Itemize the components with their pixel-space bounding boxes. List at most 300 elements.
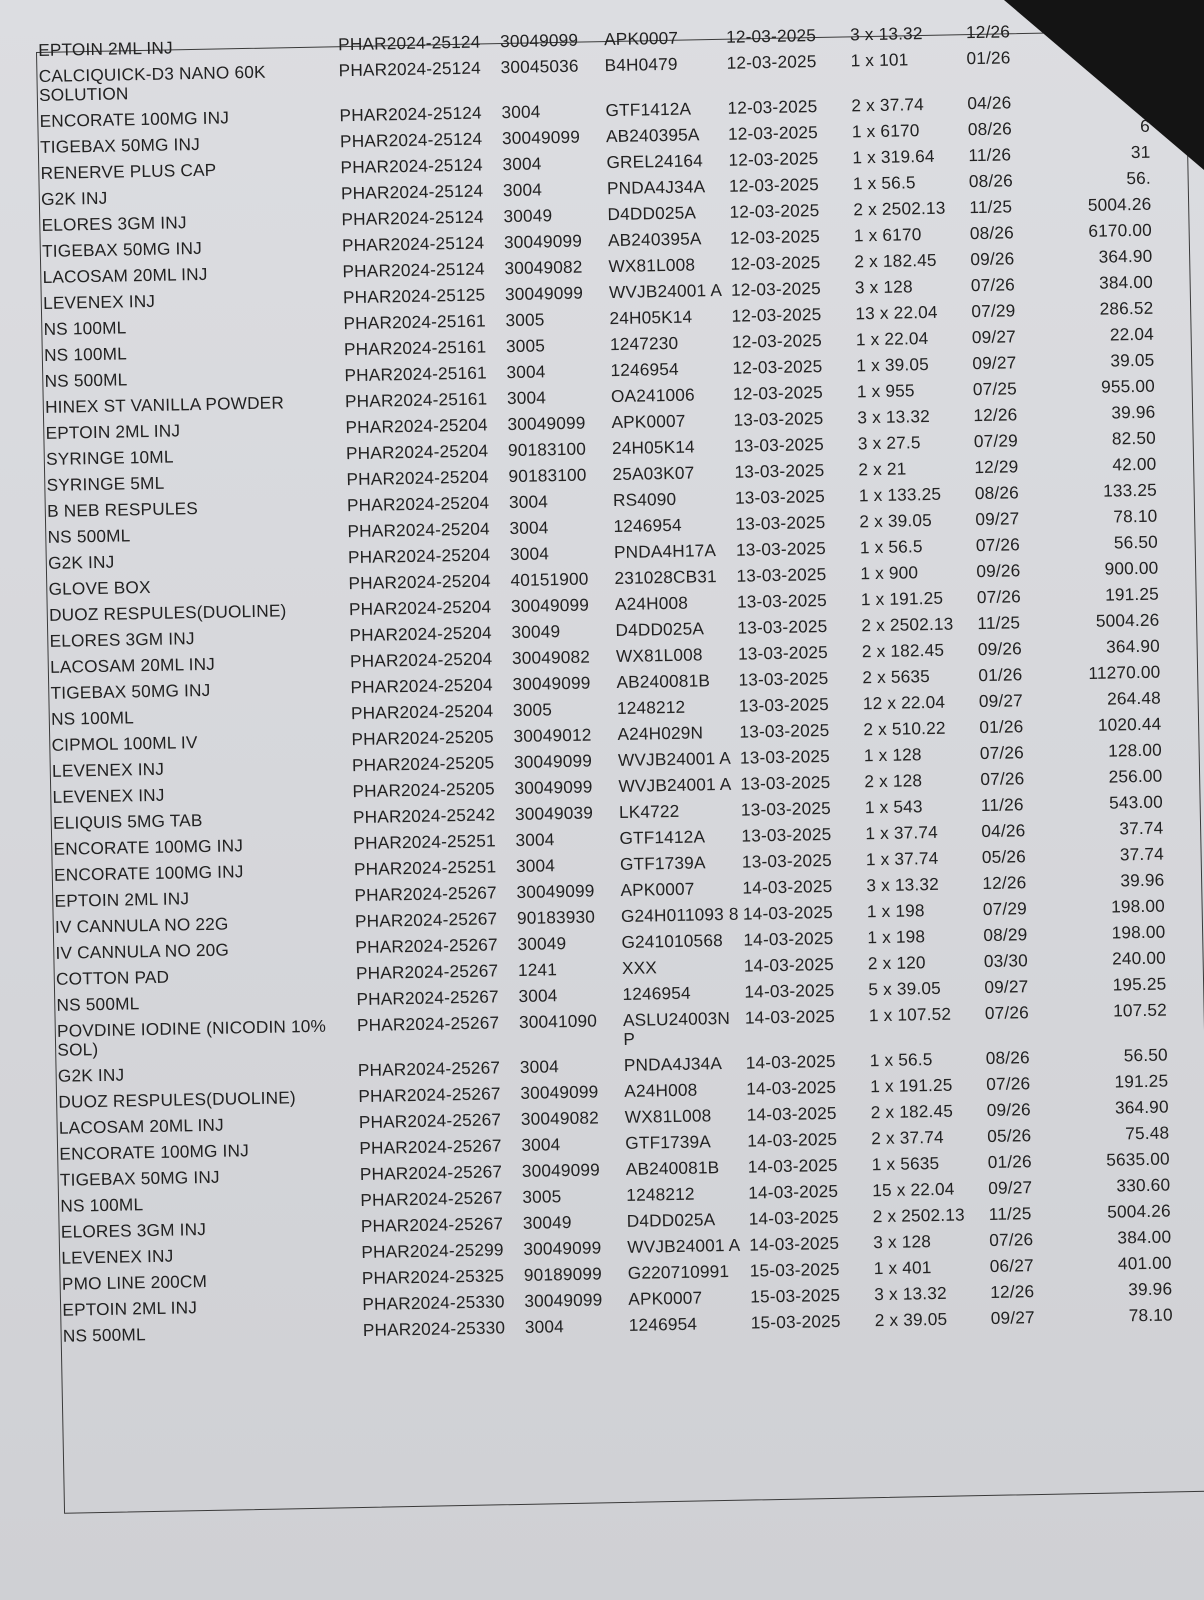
item-name-cell: ELORES 3GM INJ: [49, 628, 195, 651]
quantity-rate-cell: 2 x 2502.13: [853, 197, 946, 220]
hsn-code-cell: 30049099: [499, 29, 579, 52]
invoice-no-cell: PHAR2024-25204: [348, 596, 492, 620]
invoice-no-cell: PHAR2024-25267: [358, 1083, 501, 1107]
batch-no-cell: AB240395A: [607, 228, 702, 251]
batch-no-cell: G24H011093 8: [620, 903, 739, 926]
hsn-code-cell: 30049099: [501, 126, 581, 149]
amount-cell: 955.00: [1100, 375, 1156, 397]
date-cell: 13-03-2025: [735, 511, 826, 534]
amount-cell: 5004.26: [1095, 609, 1160, 631]
expiry-cell: 07/26: [984, 1002, 1030, 1023]
date-cell: 15-03-2025: [749, 1258, 840, 1281]
item-name-cell: TIGEBAX 50MG INJ: [41, 237, 203, 261]
item-name-cell: HINEX ST VANILLA POWDER: [44, 392, 285, 417]
date-cell: 14-03-2025: [744, 979, 835, 1002]
expiry-cell: 09/27: [988, 1177, 1033, 1198]
invoice-no-cell: PHAR2024-25242: [352, 804, 496, 828]
date-cell: 13-03-2025: [740, 797, 832, 820]
amount-cell: 286.52: [1099, 297, 1154, 319]
amount-cell: 31: [1130, 141, 1151, 163]
hsn-code-cell: 3004: [515, 855, 556, 876]
date-cell: 12-03-2025: [730, 252, 821, 274]
hsn-code-cell: 30049012: [513, 724, 592, 746]
quantity-rate-cell: 3 x 128: [854, 276, 913, 298]
amount-cell: 195.25: [1112, 973, 1167, 995]
amount-cell: 6170.00: [1088, 219, 1153, 241]
amount-cell: 543.00: [1108, 791, 1164, 813]
hsn-code-cell: 90183100: [507, 438, 587, 461]
invoice-no-cell: PHAR2024-25124: [337, 31, 481, 55]
item-name-cell: RENERVE PLUS CAP: [40, 159, 217, 183]
hsn-code-cell: 3005: [512, 699, 553, 721]
amount-cell: 330.60: [1116, 1174, 1171, 1196]
expiry-cell: 09/27: [990, 1307, 1035, 1328]
expiry-cell: 08/26: [968, 170, 1014, 192]
quantity-rate-cell: 1 x 56.5: [852, 172, 916, 194]
expiry-cell: 07/29: [982, 898, 1028, 920]
batch-no-cell: WVJB24001 A: [608, 279, 723, 303]
invoice-no-cell: PHAR2024-25204: [349, 648, 493, 672]
expiry-cell: 01/26: [966, 47, 1011, 69]
batch-no-cell: RS4090: [612, 488, 677, 511]
quantity-rate-cell: 1 x 56.5: [869, 1049, 933, 1071]
date-cell: 14-03-2025: [747, 1154, 838, 1177]
quantity-rate-cell: 1 x 37.74: [865, 847, 939, 870]
expiry-cell: 09/26: [976, 560, 1021, 582]
amount-cell: 128.00: [1107, 739, 1163, 761]
hsn-code-cell: 3004: [521, 1134, 561, 1155]
amount-cell: 22.04: [1109, 323, 1155, 345]
item-name-cell: ENCORATE 100MG INJ: [53, 861, 244, 885]
amount-cell: 364.90: [1098, 245, 1153, 267]
amount-cell: 107.52: [1112, 999, 1168, 1021]
invoice-no-cell: PHAR2024-25204: [350, 674, 493, 698]
expiry-cell: 08/26: [985, 1047, 1030, 1068]
batch-no-cell: 24H05K14: [611, 436, 695, 459]
invoice-no-cell: PHAR2024-25204: [349, 622, 492, 646]
item-name-cell: SYRINGE 5ML: [46, 472, 165, 495]
quantity-rate-cell: 1 x 900: [860, 562, 919, 584]
date-cell: 14-03-2025: [746, 1102, 837, 1125]
expiry-cell: 01/26: [987, 1151, 1032, 1172]
invoice-no-cell: PHAR2024-25124: [339, 102, 483, 126]
batch-no-cell: LK4722: [618, 800, 680, 822]
invoice-no-cell: PHAR2024-25205: [351, 752, 495, 776]
quantity-rate-cell: 1 x 128: [863, 744, 922, 766]
amount-cell: 78.10: [1128, 1304, 1173, 1326]
batch-no-cell: A24H029N: [617, 722, 704, 745]
invoice-no-cell: PHAR2024-25204: [345, 414, 489, 438]
quantity-rate-cell: 3 x 13.32: [849, 23, 923, 45]
item-name-cell: POVDINE IODINE (NICODIN 10% SOL): [56, 1015, 327, 1060]
invoice-no-cell: PHAR2024-25161: [344, 362, 488, 386]
expiry-cell: 09/26: [977, 638, 1023, 660]
invoice-no-cell: PHAR2024-25267: [357, 1057, 501, 1081]
hsn-code-cell: 3004: [501, 101, 541, 123]
date-cell: 13-03-2025: [741, 849, 833, 872]
date-cell: 12-03-2025: [726, 51, 817, 73]
expiry-cell: 09/27: [975, 508, 1020, 530]
quantity-rate-cell: 1 x 955: [856, 380, 915, 402]
amount-cell: 82.50: [1111, 427, 1157, 449]
date-cell: 14-03-2025: [743, 953, 835, 976]
item-name-cell: NS 100ML: [43, 317, 127, 339]
quantity-rate-cell: 1 x 6170: [853, 224, 922, 246]
expiry-cell: 11/26: [980, 794, 1024, 816]
invoice-no-cell: PHAR2024-25124: [341, 232, 485, 256]
expiry-cell: 09/27: [978, 690, 1024, 712]
date-cell: 13-03-2025: [738, 667, 829, 690]
invoice-no-cell: PHAR2024-25204: [346, 466, 490, 490]
expiry-cell: 07/26: [986, 1073, 1031, 1094]
expiry-cell: 12/26: [973, 404, 1018, 426]
batch-no-cell: WVJB24001 A: [617, 747, 732, 770]
expiry-cell: 08/26: [967, 118, 1013, 140]
quantity-rate-cell: 1 x 198: [867, 926, 926, 948]
date-cell: 13-03-2025: [737, 641, 829, 664]
amount-cell: 191.25: [1104, 583, 1160, 605]
expiry-cell: 07/26: [980, 768, 1025, 790]
quantity-rate-cell: 2 x 5635: [862, 665, 931, 688]
expiry-cell: 08/26: [969, 222, 1015, 244]
hsn-code-cell: 3005: [505, 309, 545, 331]
amount-cell: 364.90: [1114, 1096, 1169, 1118]
item-name-cell: LEVENEX INJ: [42, 290, 156, 313]
batch-no-cell: WX81L008: [624, 1105, 712, 1127]
batch-no-cell: 1247230: [609, 332, 679, 355]
hsn-code-cell: 3004: [509, 543, 550, 565]
quantity-rate-cell: 1 x 133.25: [858, 483, 942, 506]
quantity-rate-cell: 1 x 101: [850, 49, 909, 71]
batch-no-cell: XXX: [621, 957, 658, 978]
hsn-code-cell: 30049099: [524, 1289, 603, 1311]
quantity-rate-cell: 1 x 6170: [851, 120, 920, 142]
quantity-rate-cell: 1 x 56.5: [859, 536, 923, 558]
date-cell: 12-03-2025: [728, 174, 820, 196]
quantity-rate-cell: 1 x 191.25: [870, 1074, 953, 1097]
hsn-code-cell: 30049099: [504, 282, 584, 305]
item-name-cell: NS 100ML: [50, 707, 135, 729]
hsn-code-cell: 3005: [505, 335, 546, 357]
batch-no-cell: APK0007: [611, 410, 686, 433]
expiry-cell: 11/25: [969, 196, 1013, 218]
invoice-no-cell: PHAR2024-25267: [355, 934, 498, 958]
hsn-code-cell: 40151900: [510, 568, 589, 591]
date-cell: 14-03-2025: [748, 1180, 839, 1203]
batch-no-cell: GTF1412A: [605, 98, 692, 121]
item-name-cell: TIGEBAX 50MG INJ: [39, 133, 201, 157]
batch-no-cell: AB240395A: [605, 124, 700, 147]
invoice-no-cell: PHAR2024-25251: [353, 830, 496, 854]
batch-no-cell: D4DD025A: [615, 618, 705, 641]
expiry-cell: 08/26: [974, 482, 1020, 504]
expiry-cell: 12/26: [982, 872, 1027, 894]
expiry-cell: 12/26: [990, 1281, 1035, 1302]
expiry-cell: 09/26: [986, 1099, 1031, 1120]
hsn-code-cell: 30049082: [520, 1107, 600, 1129]
item-name-cell: IV CANNULA NO 22G: [54, 913, 229, 937]
date-cell: 13-03-2025: [734, 485, 826, 508]
quantity-rate-cell: 2 x 510.22: [863, 717, 946, 740]
batch-no-cell: APK0007: [603, 27, 679, 50]
batch-no-cell: 1246954: [613, 514, 682, 537]
expiry-cell: 11/25: [977, 612, 1021, 634]
quantity-rate-cell: 5 x 39.05: [868, 977, 942, 1000]
invoice-no-cell: PHAR2024-25124: [342, 258, 486, 282]
amount-cell: 75.48: [1125, 1122, 1170, 1144]
date-cell: 13-03-2025: [736, 563, 827, 586]
expiry-cell: 07/26: [975, 534, 1021, 556]
date-cell: 15-03-2025: [750, 1310, 841, 1333]
date-cell: 13-03-2025: [739, 745, 831, 768]
expiry-cell: 01/26: [978, 664, 1023, 686]
amount-cell: 900.00: [1104, 557, 1159, 579]
quantity-rate-cell: 1 x 319.64: [852, 145, 935, 168]
hsn-code-cell: 30049: [503, 205, 553, 227]
hsn-code-cell: 90183100: [508, 464, 587, 487]
date-cell: 13-03-2025: [738, 693, 830, 716]
item-name-cell: IV CANNULA NO 20G: [55, 939, 230, 963]
invoice-no-cell: PHAR2024-25124: [340, 180, 484, 204]
batch-no-cell: D4DD025A: [626, 1209, 716, 1231]
batch-no-cell: B4H0479: [604, 53, 678, 76]
amount-cell: 264.48: [1106, 687, 1162, 709]
hsn-code-cell: 30049099: [520, 1081, 599, 1103]
quantity-rate-cell: 2 x 128: [864, 770, 923, 792]
hsn-code-cell: 30049099: [521, 1159, 601, 1181]
item-name-cell: GLOVE BOX: [48, 576, 151, 599]
item-name-cell: SYRINGE 10ML: [45, 446, 174, 469]
expiry-cell: 08/29: [983, 924, 1028, 946]
quantity-rate-cell: 2 x 182.45: [861, 639, 945, 662]
quantity-rate-cell: 2 x 120: [867, 952, 926, 974]
amount-cell: 133.25: [1102, 479, 1158, 501]
date-cell: 14-03-2025: [743, 927, 834, 950]
batch-no-cell: ASLU24003N P: [622, 1007, 731, 1049]
invoice-no-cell: PHAR2024-25204: [347, 544, 491, 568]
hsn-code-cell: 3004: [502, 179, 543, 201]
hsn-code-cell: 30049: [522, 1211, 572, 1233]
hsn-code-cell: 90183930: [516, 906, 596, 928]
hsn-code-cell: 90189099: [523, 1263, 603, 1285]
item-name-cell: LEVENEX INJ: [52, 784, 165, 807]
hsn-code-cell: 3005: [522, 1186, 562, 1207]
item-name-cell: ENCORATE 100MG INJ: [53, 835, 244, 859]
invoice-no-cell: PHAR2024-25204: [350, 700, 494, 724]
batch-no-cell: OA241006: [610, 384, 695, 407]
invoice-no-cell: PHAR2024-25267: [360, 1187, 503, 1211]
hsn-code-cell: 30049099: [510, 594, 590, 617]
hsn-code-cell: 30041090: [518, 1010, 598, 1032]
invoice-no-cell: PHAR2024-25161: [344, 388, 488, 412]
expiry-cell: 07/26: [970, 274, 1016, 296]
batch-no-cell: G220710991: [627, 1260, 730, 1283]
item-name-cell: LACOSAM 20ML INJ: [58, 1114, 225, 1138]
amount-cell: 78.10: [1113, 505, 1158, 527]
amount-cell: 39.05: [1110, 349, 1155, 371]
expiry-cell: 09/26: [970, 248, 1015, 270]
amount-cell: 240.00: [1111, 947, 1167, 969]
batch-no-cell: PNDA4J34A: [606, 176, 706, 199]
amount-cell: 198.00: [1110, 895, 1166, 917]
amount-cell: 56.50: [1113, 531, 1159, 553]
amount-cell: 198.00: [1111, 921, 1166, 943]
hsn-code-cell: 30049039: [514, 802, 594, 824]
amount-cell: 11270.00: [1088, 661, 1161, 683]
invoice-no-cell: PHAR2024-25124: [340, 154, 484, 178]
item-name-cell: NS 500ML: [44, 369, 128, 391]
batch-no-cell: APK0007: [620, 878, 695, 900]
batch-no-cell: 231028CB31: [614, 566, 718, 589]
invoice-no-cell: PHAR2024-25161: [343, 336, 487, 360]
amount-cell: 191.25: [1114, 1070, 1169, 1092]
invoice-no-cell: PHAR2024-25330: [362, 1291, 505, 1315]
expiry-cell: 07/26: [989, 1229, 1034, 1250]
invoice-no-cell: PHAR2024-25205: [352, 778, 495, 802]
quantity-rate-cell: 2 x 182.45: [870, 1100, 954, 1123]
invoice-no-cell: PHAR2024-25267: [360, 1213, 504, 1237]
expiry-cell: 09/27: [972, 352, 1017, 374]
batch-no-cell: WX81L008: [608, 254, 696, 277]
amount-cell: 1020.44: [1097, 713, 1162, 735]
batch-no-cell: WVJB24001 A: [627, 1234, 741, 1257]
hsn-code-cell: 3004: [506, 361, 546, 383]
date-cell: 14-03-2025: [747, 1128, 838, 1151]
invoice-no-cell: PHAR2024-25251: [353, 856, 497, 880]
date-cell: 13-03-2025: [737, 615, 828, 638]
invoice-no-cell: PHAR2024-25267: [358, 1109, 502, 1133]
item-name-cell: TIGEBAX 50MG INJ: [50, 679, 211, 703]
date-cell: 12-03-2025: [725, 25, 817, 47]
date-cell: 13-03-2025: [740, 771, 831, 794]
invoice-no-cell: PHAR2024-25204: [346, 492, 490, 516]
batch-no-cell: AB240081B: [625, 1157, 720, 1179]
invoice-no-cell: PHAR2024-25267: [359, 1161, 503, 1185]
expiry-cell: 05/26: [981, 846, 1027, 868]
date-cell: 12-03-2025: [729, 200, 820, 222]
item-name-cell: G2K INJ: [47, 551, 115, 573]
item-name-cell: LEVENEX INJ: [51, 758, 165, 781]
amount-cell: 39.96: [1128, 1278, 1173, 1300]
date-cell: 14-03-2025: [749, 1232, 840, 1255]
item-name-cell: CALCIQUICK-D3 NANO 60K SOLUTION: [38, 61, 266, 105]
invoice-no-cell: PHAR2024-25124: [339, 128, 483, 152]
item-name-cell: NS 500ML: [47, 525, 131, 547]
date-cell: 13-03-2025: [734, 459, 825, 482]
amount-cell: 5004.26: [1107, 1200, 1171, 1222]
invoice-no-cell: PHAR2024-25267: [356, 986, 499, 1010]
amount-cell: 256.00: [1108, 765, 1163, 787]
hsn-code-cell: 3004: [524, 1316, 565, 1337]
hsn-code-cell: 30049099: [503, 230, 583, 253]
hsn-code-cell: 3004: [508, 491, 549, 513]
item-name-cell: ELIQUIS 5MG TAB: [52, 809, 203, 833]
quantity-rate-cell: 1 x 401: [873, 1257, 932, 1279]
invoice-no-cell: PHAR2024-25124: [341, 206, 485, 230]
hsn-code-cell: 3004: [502, 153, 542, 175]
amount-cell: 384.00: [1098, 271, 1154, 293]
item-name-cell: NS 100ML: [60, 1194, 144, 1216]
hsn-code-cell: 1241: [517, 959, 558, 980]
batch-no-cell: 1246954: [610, 358, 679, 381]
quantity-rate-cell: 3 x 128: [873, 1231, 932, 1253]
hsn-code-cell: 30049099: [513, 750, 593, 772]
expiry-cell: 12/29: [974, 456, 1019, 478]
item-name-cell: LEVENEX INJ: [61, 1245, 174, 1268]
hsn-code-cell: 30049099: [514, 776, 593, 798]
hsn-code-cell: 3004: [519, 1056, 560, 1077]
batch-no-cell: GTF1739A: [619, 852, 706, 874]
date-cell: 13-03-2025: [736, 589, 828, 612]
item-name-cell: TIGEBAX 50MG INJ: [59, 1166, 220, 1190]
date-cell: 14-03-2025: [745, 1050, 836, 1073]
amount-cell: 364.90: [1105, 635, 1161, 657]
expiry-cell: 09/27: [971, 326, 1017, 348]
batch-no-cell: WX81L008: [615, 644, 703, 667]
batch-no-cell: 24H05K14: [609, 306, 693, 329]
quantity-rate-cell: 1 x 198: [866, 900, 925, 922]
batch-no-cell: PNDA4J34A: [623, 1053, 723, 1075]
quantity-rate-cell: 2 x 182.45: [854, 249, 937, 272]
expiry-cell: 09/27: [984, 976, 1029, 998]
amount-cell: 5004.26: [1087, 193, 1152, 215]
quantity-rate-cell: 1 x 543: [864, 796, 923, 818]
quantity-rate-cell: 3 x 27.5: [857, 432, 921, 454]
amount-cell: 6: [1139, 115, 1151, 136]
quantity-rate-cell: 1 x 5635: [871, 1152, 940, 1175]
hsn-code-cell: 30049082: [511, 646, 591, 669]
item-name-cell: G2K INJ: [40, 187, 108, 209]
item-name-cell: ENCORATE 100MG INJ: [59, 1140, 250, 1164]
invoice-no-cell: PHAR2024-25204: [345, 440, 489, 464]
amount-cell: 56.50: [1123, 1044, 1168, 1066]
hsn-code-cell: 3004: [518, 985, 558, 1006]
date-cell: 12-03-2025: [732, 356, 823, 378]
expiry-cell: 06/27: [989, 1255, 1034, 1276]
expiry-cell: 07/29: [971, 300, 1016, 322]
date-cell: 14-03-2025: [746, 1076, 837, 1099]
item-name-cell: NS 100ML: [43, 343, 128, 365]
date-cell: 12-03-2025: [727, 122, 819, 144]
hsn-code-cell: 30045036: [500, 55, 579, 78]
date-cell: 14-03-2025: [748, 1206, 839, 1229]
quantity-rate-cell: 2 x 37.74: [851, 94, 925, 116]
invoice-no-cell: PHAR2024-25125: [342, 284, 486, 308]
invoice-no-cell: PHAR2024-25267: [354, 882, 497, 906]
hsn-code-cell: 3004: [515, 829, 555, 850]
amount-cell: 37.74: [1119, 843, 1165, 865]
item-name-cell: EPTOIN 2ML INJ: [45, 420, 181, 443]
invoice-no-cell: PHAR2024-25325: [361, 1265, 505, 1289]
quantity-rate-cell: 2 x 37.74: [871, 1126, 944, 1149]
item-name-cell: G2K INJ: [57, 1064, 125, 1086]
invoice-no-cell: PHAR2024-25299: [361, 1239, 504, 1263]
quantity-rate-cell: 3 x 13.32: [866, 873, 940, 896]
expiry-cell: 03/30: [983, 950, 1029, 972]
date-cell: 13-03-2025: [733, 433, 825, 456]
date-cell: 12-03-2025: [729, 226, 821, 248]
batch-no-cell: PNDA4H17A: [613, 540, 717, 563]
item-name-cell: CIPMOL 100ML IV: [51, 732, 198, 755]
item-name-cell: ELORES 3GM INJ: [41, 212, 187, 235]
item-name-cell: EPTOIN 2ML INJ: [54, 888, 190, 911]
batch-no-cell: APK0007: [628, 1287, 703, 1309]
expiry-cell: 07/29: [973, 430, 1019, 452]
amount-cell: 42.00: [1112, 453, 1157, 475]
item-name-cell: B NEB RESPULES: [46, 498, 199, 521]
quantity-rate-cell: 1 x 107.52: [868, 1003, 952, 1026]
date-cell: 13-03-2025: [739, 719, 830, 742]
